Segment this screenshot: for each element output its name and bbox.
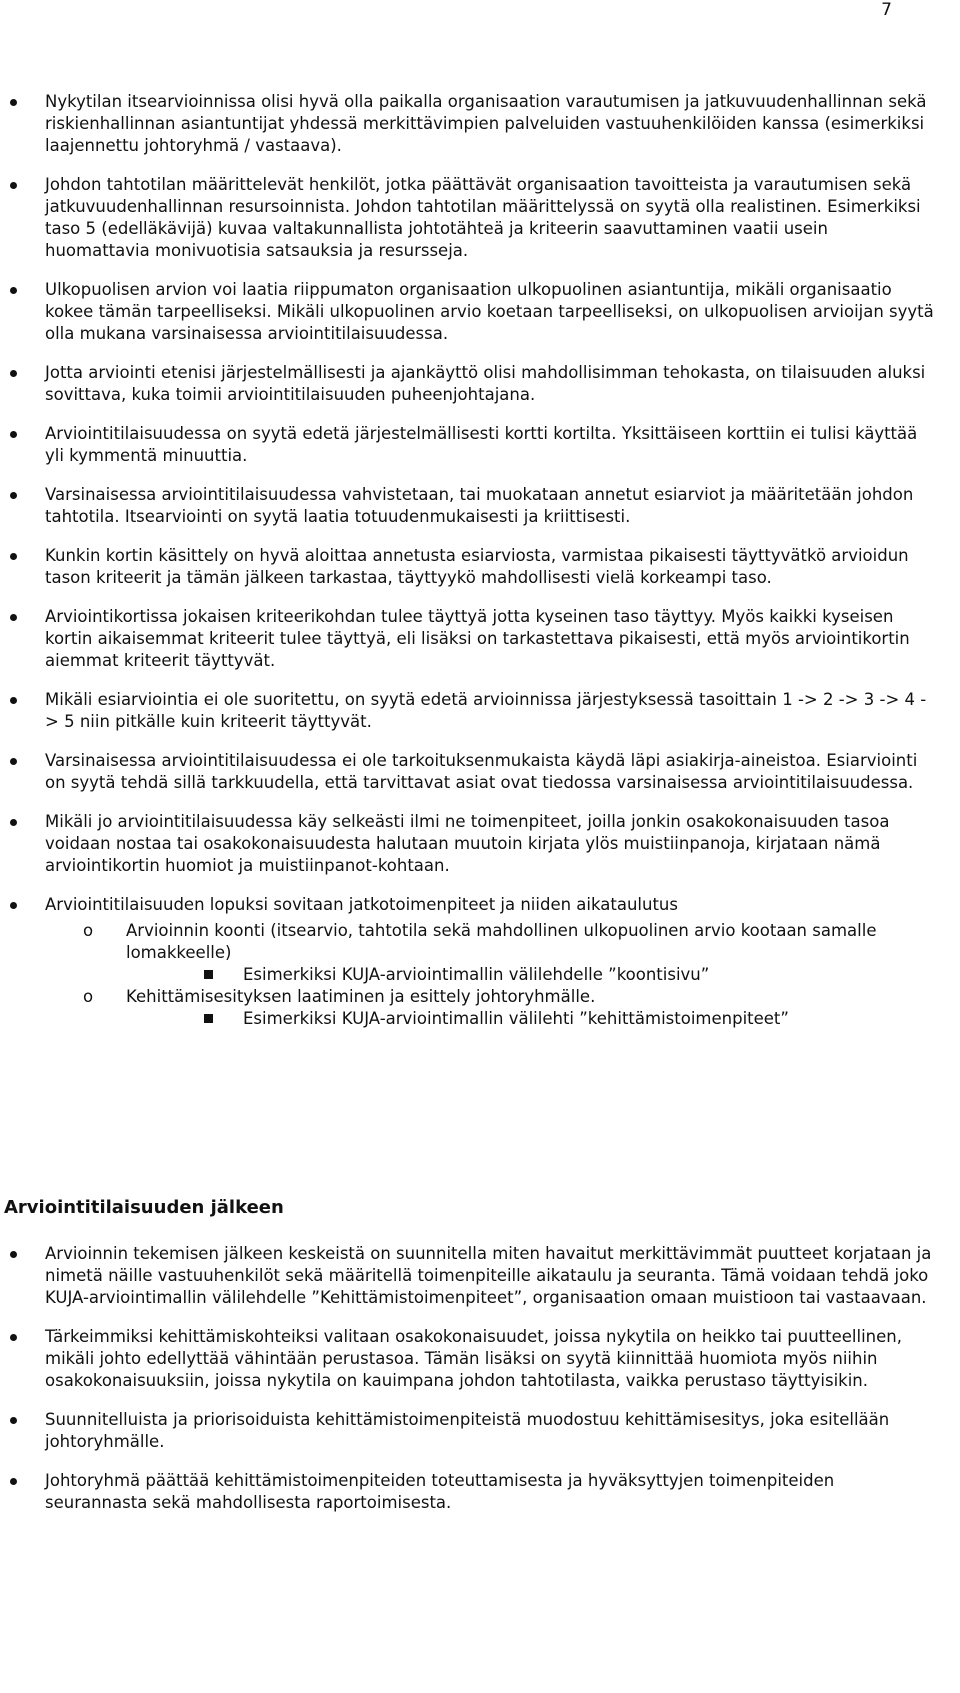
list-item-text: Mikäli esiarviointia ei ole suoritettu, on syytä edetä arvioinnissa järjestyksessä tasoittain 1 -> 2 -> 3 -> 4 -> 5 niin pitkälle kuin kriteerit täyttyvät. (45, 690, 927, 731)
list-item-text: Varsinaisessa arviointitilaisuudessa ei ole tarkoituksenmukaista käydä läpi asiakirja-aineistoa. Esiarviointi on syytä tehdä sillä tarkkuudella, että tarvittavat asiat ovat tiedossa varsinaisessa arviointitilaisuudessa. (45, 751, 918, 792)
bullet-icon (10, 287, 17, 294)
bullet-icon (10, 370, 17, 377)
list-item-text: Ulkopuolisen arvion voi laatia riippumaton organisaation ulkopuolinen asiantuntija, mikäli organisaatio kokee tämän tarpeelliseksi. Mikäli ulkopuolinen arvio koetaan tarpeelliseksi, on ulkopuolisen arvioijan syytä olla mukana varsinaisessa arviointitilaisuudessa. (45, 280, 934, 343)
bullet-icon (10, 431, 17, 438)
sub-list-item (0, 986, 960, 1008)
bullet-icon (10, 614, 17, 621)
list-item (0, 811, 960, 877)
bullet-icon (10, 182, 17, 189)
bullet-icon (10, 1251, 17, 1258)
sub-sub-list-item (0, 1008, 960, 1030)
list-item (0, 423, 960, 467)
list-item (0, 750, 960, 794)
sub-sub-list-item-text: Esimerkiksi KUJA-arviointimallin välilehti ”kehittämistoimenpiteet” (243, 1009, 789, 1028)
square-bullet-icon (204, 970, 213, 979)
list-item (0, 1409, 960, 1453)
section-heading: Arviointitilaisuuden jälkeen (4, 1197, 284, 1218)
list-item (0, 1470, 960, 1514)
bullet-icon (10, 902, 17, 909)
bullet-icon (10, 1334, 17, 1341)
sub-sub-list-item (0, 964, 960, 986)
bullet-icon (10, 492, 17, 499)
list-item (0, 174, 960, 262)
list-item (0, 91, 960, 157)
list-item (0, 1243, 960, 1309)
list-item-text: Mikäli jo arviointitilaisuudessa käy selkeästi ilmi ne toimenpiteet, joilla jonkin osakokonaisuuden tasoa voidaan nostaa tai osakokonaisuudesta halutaan muutoin kirjata ylös muistiinpanoja, kirjataan nämä arviointikortin huomiot ja muistiinpanot-kohtaan. (45, 812, 890, 875)
list-item (0, 279, 960, 345)
list-item (0, 484, 960, 528)
circle-bullet-icon: o (83, 921, 94, 940)
list-item-text: Suunnitelluista ja priorisoiduista kehittämistoimenpiteistä muodostuu kehittämisesitys, joka esitellään johtoryhmälle. (45, 1410, 890, 1451)
list-item (0, 689, 960, 733)
bullet-icon (10, 1417, 17, 1424)
list-item (0, 1326, 960, 1392)
bullet-icon (10, 1478, 17, 1485)
sub-list-item-text: Kehittämisesityksen laatiminen ja esittely johtoryhmälle. (126, 987, 596, 1006)
list-item-text: Varsinaisessa arviointitilaisuudessa vahvistetaan, tai muokataan annetut esiarviot ja määritetään johdon tahtotila. Itsearviointi on syytä laatia totuudenmukaisesti ja kriittisesti. (45, 485, 914, 526)
list-item-text: Arviointitilaisuudessa on syytä edetä järjestelmällisesti kortti kortilta. Yksittäiseen korttiin ei tulisi käyttää yli kymmentä minuuttia. (45, 424, 918, 465)
bullet-icon (10, 99, 17, 106)
list-item-text: Jotta arviointi etenisi järjestelmällisesti ja ajankäyttö olisi mahdollisimman tehokasta, on tilaisuuden aluksi sovittava, kuka toimii arviointitilaisuuden puheenjohtajana. (45, 363, 926, 404)
list-item-text: Arviointikortissa jokaisen kriteerikohdan tulee täyttyä jotta kyseinen taso täyttyy. Myös kaikki kyseisen kortin aikaisemmat kriteerit tulee täyttyä, eli lisäksi on tarkastettava pikaisesti, että myös arviointikortin aiemmat kriteerit täyttyvät. (45, 607, 910, 670)
list-item-text: Johtoryhmä päättää kehittämistoimenpiteiden toteuttamisesta ja hyväksyttyjen toimenpiteiden seurannasta sekä mahdollisesta raportoimisesta. (45, 1471, 835, 1512)
bullet-icon (10, 758, 17, 765)
list-item-text: Arvioinnin tekemisen jälkeen keskeistä on suunnitella miten havaitut merkittävimmät puutteet korjataan ja nimetä näille vastuuhenkilöt sekä määritellä toimenpiteille aikataulu ja seuranta. Tämä voidaan tehdä joko KUJA-arviointimallin välilehdelle ”Kehittämistoimenpiteet”, organisaation omaan muistioon tai vastaavaan. (45, 1244, 932, 1307)
list-item-text: Arviointitilaisuuden lopuksi sovitaan jatkotoimenpiteet ja niiden aikataulutus (45, 895, 678, 914)
sub-list-item-text: Arvioinnin koonti (itsearvio, tahtotila sekä mahdollinen ulkopuolinen arvio kootaan samalle lomakkeelle) (126, 921, 877, 962)
page-number: 7 (881, 0, 892, 20)
circle-bullet-icon: o (83, 987, 94, 1006)
bullet-list-after (0, 1243, 960, 1531)
bullet-list-top (0, 91, 960, 1030)
list-item (0, 362, 960, 406)
bullet-icon (10, 553, 17, 560)
sub-sub-list-item-text: Esimerkiksi KUJA-arviointimallin välilehdelle ”koontisivu” (243, 965, 710, 984)
square-bullet-icon (204, 1014, 213, 1023)
list-item (0, 894, 960, 916)
list-item (0, 545, 960, 589)
list-item-text: Johdon tahtotilan määrittelevät henkilöt, jotka päättävät organisaation tavoitteista ja varautumisen sekä jatkuvuudenhallinnan resursoinnista. Johdon tahtotilan määrittelyssä on syytä olla realistinen. Esimerkiksi taso 5 (edelläkävijä) kuvaa valtakunnallista johtotähteä ja kriteerin saavuttaminen vaatii usein huomattavia monivuotisia satsauksia ja resursseja. (45, 175, 921, 260)
list-item-text: Tärkeimmiksi kehittämiskohteiksi valitaan osakokonaisuudet, joissa nykytila on heikko tai puutteellinen, mikäli johto edellyttää vähintään perustasoa. Tämän lisäksi on syytä kiinnittää huomiota myös niihin osakokonaisuuksiin, joissa nykytila on kauimpana johdon tahtotilasta, vaikka perustaso täyttyisikin. (45, 1327, 902, 1390)
list-item (0, 606, 960, 672)
list-item-text: Nykytilan itsearvioinnissa olisi hyvä olla paikalla organisaation varautumisen ja jatkuvuudenhallinnan sekä riskienhallinnan asiantuntijat yhdessä merkittävimpien palveluiden vastuuhenkilöiden kanssa (esimerkiksi laajennettu johtoryhmä / vastaava). (45, 92, 927, 155)
bullet-icon (10, 697, 17, 704)
sub-list-item (0, 920, 960, 964)
bullet-icon (10, 819, 17, 826)
list-item-text: Kunkin kortin käsittely on hyvä aloittaa annetusta esiarviosta, varmistaa pikaisesti täyttyvätkö arvioidun tason kriteerit ja tämän jälkeen tarkastaa, täyttyykö mahdollisesti vielä korkeampi taso. (45, 546, 909, 587)
